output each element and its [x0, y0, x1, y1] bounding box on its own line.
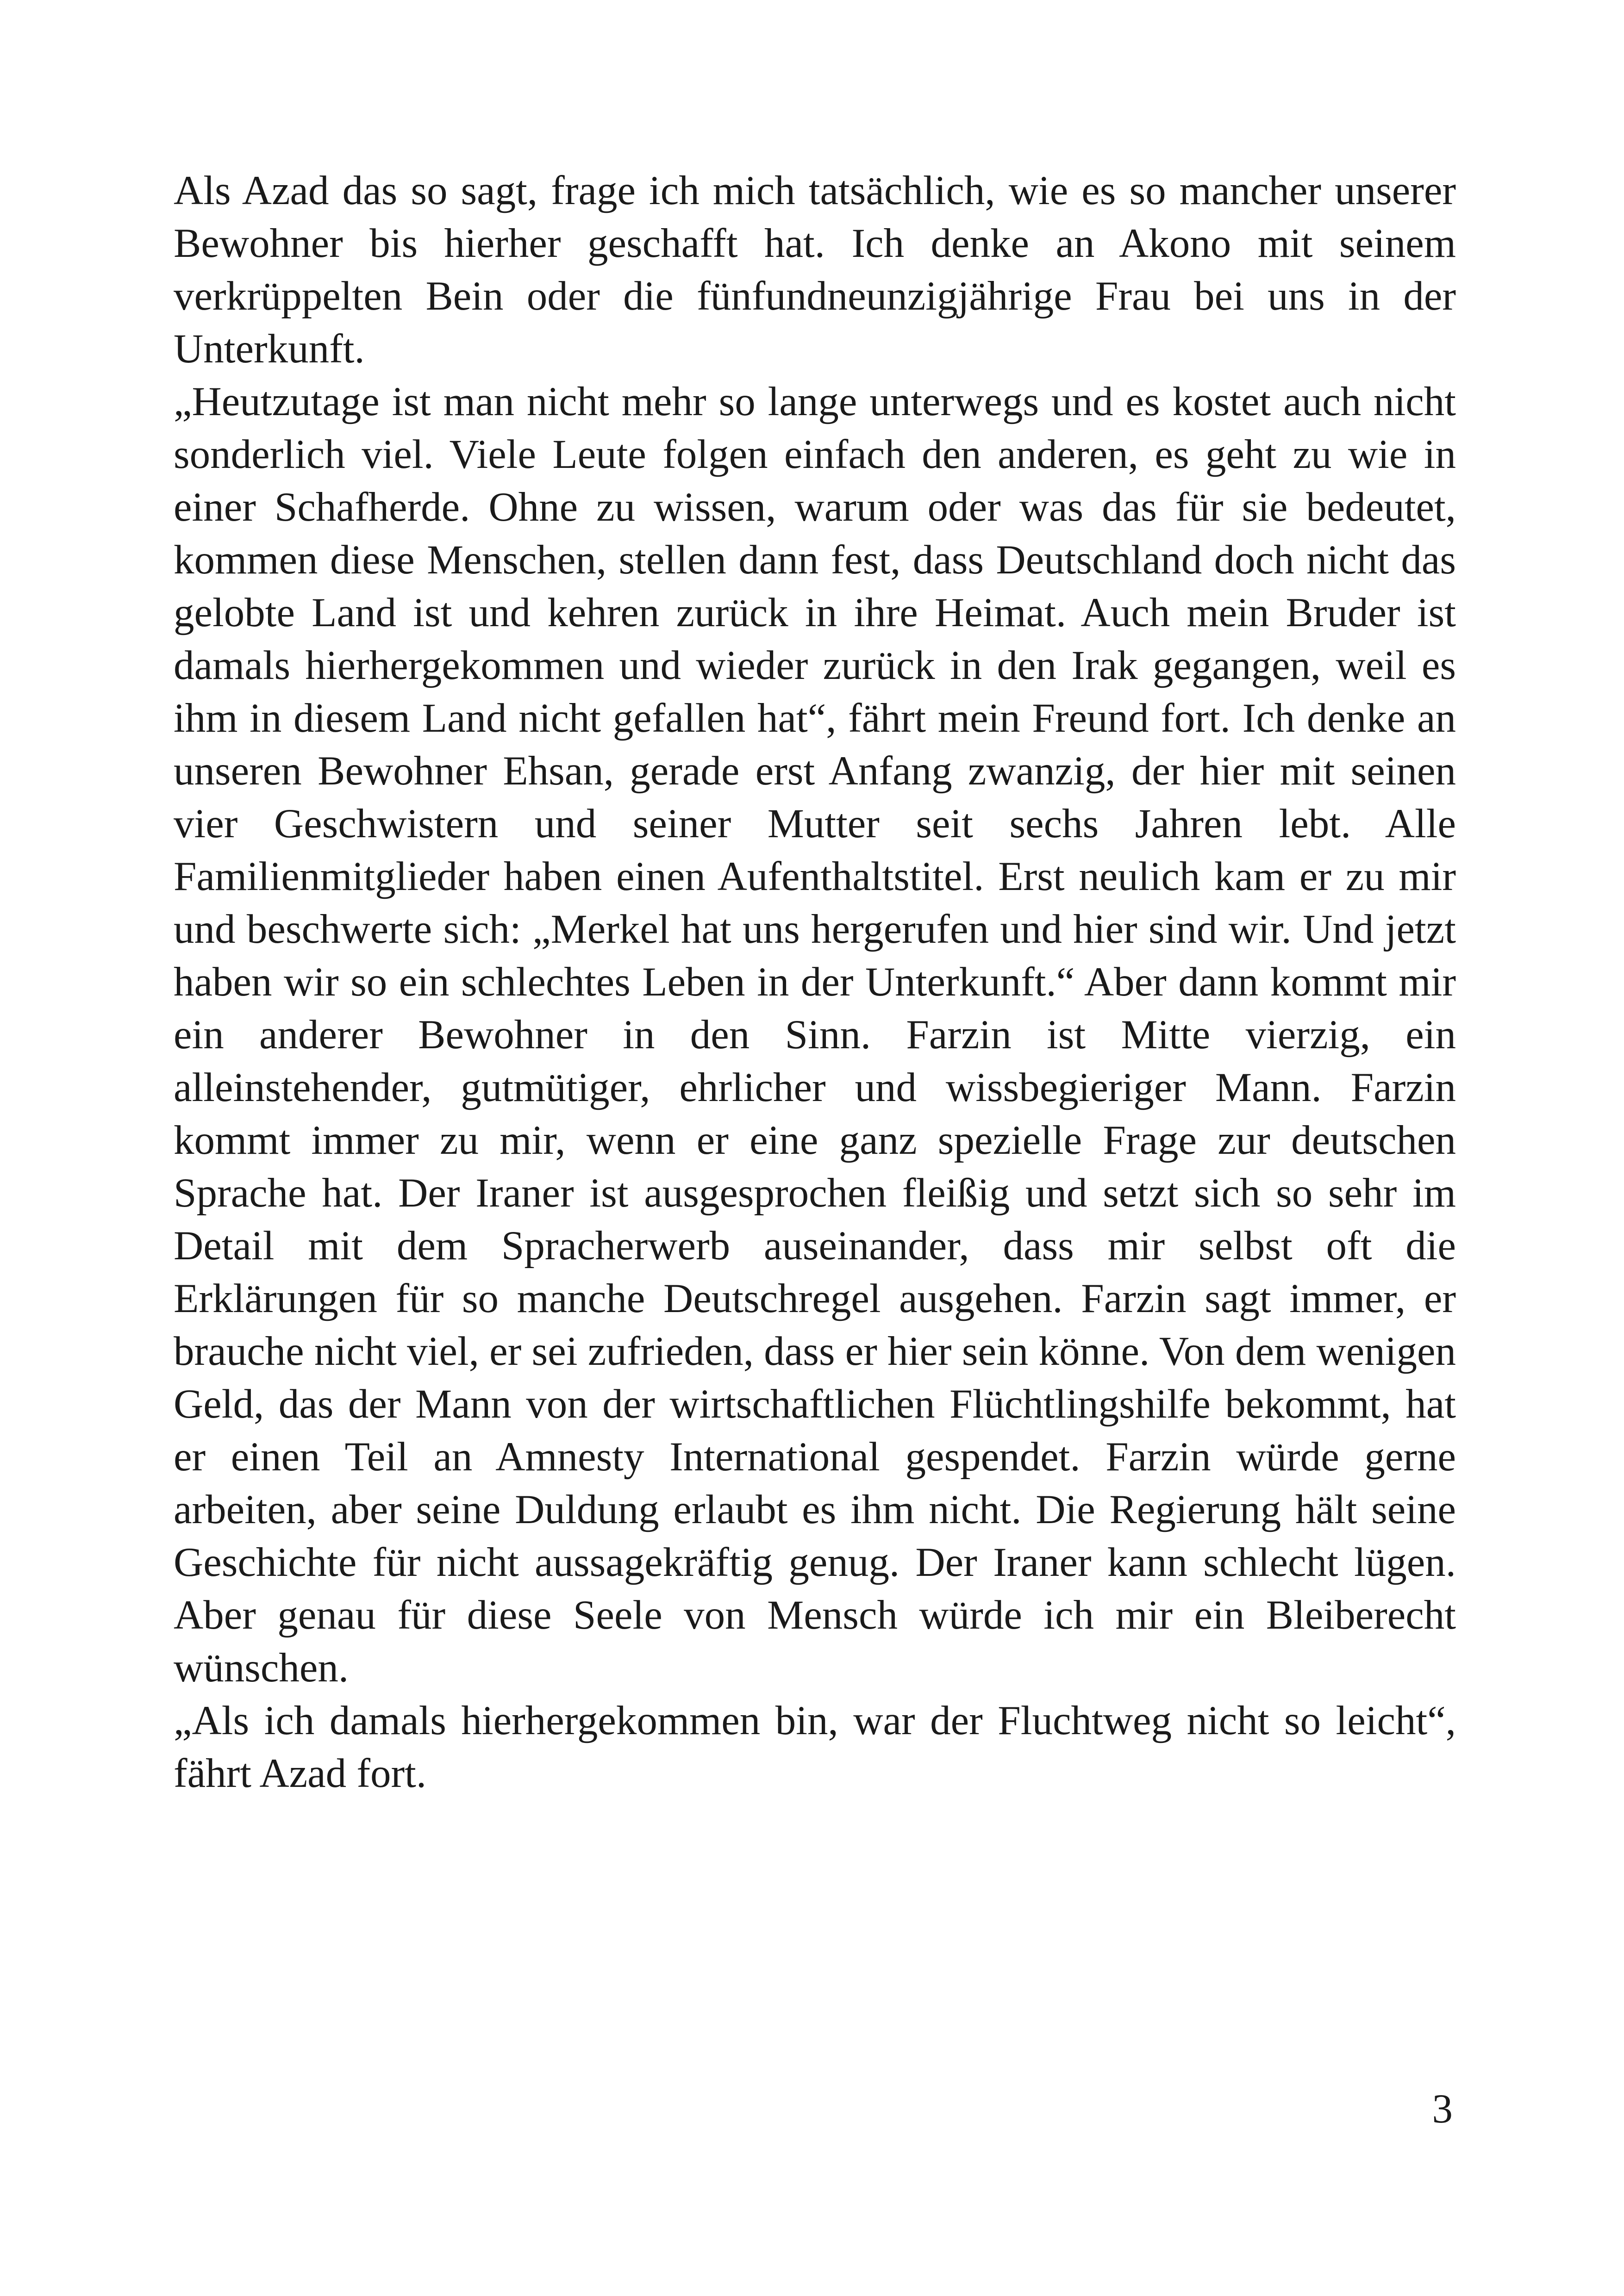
paragraph-3: „Als ich damals hierhergekommen bin, war der Fluchtweg nicht so leicht“, fährt Azad fort. [174, 1698, 1456, 1796]
paragraph-1: Als Azad das so sagt, frage ich mich tatsächlich, wie es so mancher unserer Bewohner bis hierher geschafft hat. Ich denke an Akono mit seinem verkrüppelten Bein oder die fünfundneunzigjährige Frau bei uns in der Unterkunft. [174, 168, 1456, 372]
paragraph-2: „Heutzutage ist man nicht mehr so lange unterwegs und es kostet auch nicht sonderlich viel. Viele Leute folgen einfach den anderen, es geht zu wie in einer Schafherde. Ohne zu wissen, warum oder was das für sie bedeutet, kommen diese Menschen, stellen dann fest, dass Deutschland doch nicht das gelobte Land ist und kehren zurück in ihre Heimat. Auch mein Bruder ist damals hierhergekommen und wieder zurück in den Irak gegangen, weil es ihm in diesem Land nicht gefallen hat“, fährt mein Freund fort. Ich denke an unseren Bewohner Ehsan, gerade erst Anfang zwanzig, der hier mit seinen vier Geschwistern und seiner Mutter seit sechs Jahren lebt. Alle Familienmitglieder haben einen Aufenthaltstitel. Erst neulich kam er zu mir und beschwerte sich: „Merkel hat uns hergerufen und hier sind wir. Und jetzt haben wir so ein schlechtes Leben in der Unterkunft.“ Aber dann kommt mir ein anderer Bewohner in den Sinn. Farzin ist Mitte vierzig, ein alleinstehender, gutmütiger, ehrlicher und wissbegieriger Mann. Farzin kommt immer zu mir, wenn er eine ganz spezielle Frage zur deutschen Sprache hat. Der Iraner ist ausgesprochen fleißig und setzt sich so sehr im Detail mit dem Spracherwerb auseinander, dass mir selbst oft die Erklärungen für so manche Deutschregel ausgehen. Farzin sagt immer, er brauche nicht viel, er sei zufrieden, dass er hier sein könne. Von dem wenigen Geld, das der Mann von der wirtschaftlichen Flüchtlingshilfe bekommt, hat er einen Teil an Amnesty International gespendet. Farzin würde gerne arbeiten, aber seine Duldung erlaubt es ihm nicht. Die Regierung hält seine Geschichte für nicht aussagekräftig genug. Der Iraner kann schlecht lügen. Aber genau für diese Seele von Mensch würde ich mir ein Bleiberecht wünschen. [174, 379, 1456, 1691]
page-number: 3 [1432, 2086, 1453, 2132]
body-text [174, 164, 1456, 1800]
